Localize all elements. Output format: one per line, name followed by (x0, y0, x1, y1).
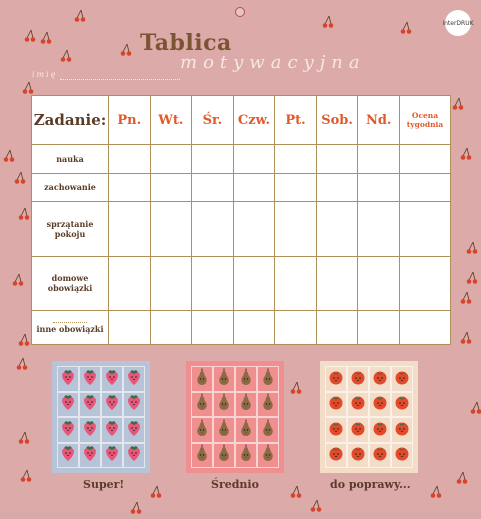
header-row (32, 96, 451, 145)
cherry-icon (18, 430, 30, 449)
table-cell[interactable] (192, 311, 234, 345)
cherry-icon (456, 470, 468, 489)
table-cell[interactable] (150, 256, 192, 311)
sticker-cell[interactable] (101, 392, 123, 418)
sticker-cell[interactable] (79, 417, 101, 443)
cherry-icon (322, 14, 334, 33)
pear-icon (239, 444, 253, 466)
name-label: imię (32, 70, 58, 79)
table-cell[interactable] (192, 173, 234, 202)
table-cell[interactable] (233, 256, 275, 311)
sticker-cell[interactable] (213, 366, 235, 392)
pear-icon (261, 444, 275, 466)
tomato-icon (394, 445, 410, 465)
sticker-cell[interactable] (369, 366, 391, 392)
strawberry-icon (60, 419, 76, 441)
sticker-cell[interactable] (191, 392, 213, 418)
sticker-cell[interactable] (235, 443, 257, 469)
brand-logo (442, 10, 474, 36)
cherry-icon (400, 20, 412, 39)
table-cell[interactable] (192, 202, 234, 257)
cherry-icon (310, 498, 322, 517)
sticker-cell[interactable] (235, 392, 257, 418)
sticker-cell[interactable] (257, 392, 279, 418)
sticker-cell[interactable] (325, 417, 347, 443)
table-cell[interactable] (316, 173, 358, 202)
tomato-icon (328, 394, 344, 414)
sticker-cell[interactable] (325, 366, 347, 392)
sticker-label-improve: do poprawy... (330, 478, 411, 491)
strawberry-icon (126, 393, 142, 415)
table-cell[interactable] (233, 145, 275, 174)
sticker-cell[interactable] (391, 392, 413, 418)
cherry-icon (14, 170, 26, 189)
table-row (32, 256, 451, 311)
sticker-sheet-average (186, 361, 284, 473)
name-field[interactable] (60, 79, 180, 80)
table-cell[interactable] (358, 202, 400, 257)
sticker-cell[interactable] (123, 443, 145, 469)
pear-icon (261, 419, 275, 441)
strawberry-icon (82, 368, 98, 390)
table-cell[interactable] (275, 173, 317, 202)
pear-icon (261, 393, 275, 415)
hanging-hole (235, 7, 245, 17)
pear-icon (195, 368, 209, 390)
chart-table (31, 95, 451, 345)
pear-icon (239, 393, 253, 415)
table-cell[interactable] (109, 256, 151, 311)
strawberry-icon (126, 444, 142, 466)
tomato-icon (350, 445, 366, 465)
sticker-grid (191, 366, 279, 468)
cherry-icon (290, 380, 302, 399)
strawberry-icon (82, 419, 98, 441)
tomato-icon (350, 394, 366, 414)
table-cell[interactable] (400, 256, 451, 311)
day-header-sat: Sob. (316, 96, 358, 145)
cherry-icon (466, 240, 478, 259)
table-cell[interactable] (150, 173, 192, 202)
table-cell[interactable] (400, 173, 451, 202)
sticker-cell[interactable] (101, 417, 123, 443)
sticker-cell[interactable] (347, 392, 369, 418)
pear-icon (217, 393, 231, 415)
sticker-cell[interactable] (79, 443, 101, 469)
table-row (32, 145, 451, 174)
tomato-icon (394, 420, 410, 440)
table-cell[interactable] (400, 311, 451, 345)
table-cell[interactable] (192, 256, 234, 311)
sticker-sheet-super (52, 361, 150, 473)
day-header-sun: Nd. (358, 96, 400, 145)
task-label: sprzątanie pokoju (32, 202, 109, 257)
sticker-cell[interactable] (325, 443, 347, 469)
sticker-cell[interactable] (213, 443, 235, 469)
pear-icon (195, 393, 209, 415)
sticker-cell[interactable] (347, 417, 369, 443)
sticker-cell[interactable] (391, 443, 413, 469)
sticker-cell[interactable] (369, 443, 391, 469)
strawberry-icon (60, 444, 76, 466)
tomato-icon (372, 445, 388, 465)
sticker-cell[interactable] (235, 366, 257, 392)
cherry-icon (16, 356, 28, 375)
table-row (32, 202, 451, 257)
page-subtitle: motywacyjna (180, 52, 366, 73)
cherry-icon (24, 28, 36, 47)
strawberry-icon (82, 444, 98, 466)
sticker-cell[interactable] (191, 443, 213, 469)
strawberry-icon (104, 368, 120, 390)
sticker-cell[interactable] (123, 392, 145, 418)
sticker-cell[interactable] (79, 366, 101, 392)
pear-icon (195, 419, 209, 441)
table-cell[interactable] (150, 202, 192, 257)
pear-icon (195, 444, 209, 466)
table-cell[interactable] (109, 311, 151, 345)
task-header: Zadanie: (32, 96, 109, 145)
table-row (32, 173, 451, 202)
brand-logo-text: interDRUK (442, 19, 474, 27)
strawberry-icon (104, 393, 120, 415)
table-cell[interactable] (233, 173, 275, 202)
table-cell[interactable] (275, 311, 317, 345)
pear-icon (261, 368, 275, 390)
cherry-icon (430, 484, 442, 503)
day-header-mon: Pn. (109, 96, 151, 145)
sticker-cell[interactable] (101, 443, 123, 469)
table-cell[interactable] (316, 311, 358, 345)
sticker-cell[interactable] (123, 366, 145, 392)
sticker-cell[interactable] (213, 392, 235, 418)
tomato-icon (372, 420, 388, 440)
cherry-icon (130, 500, 142, 519)
sticker-cell[interactable] (369, 417, 391, 443)
sticker-cell[interactable] (391, 417, 413, 443)
tomato-icon (372, 394, 388, 414)
task-label: nauka (32, 145, 109, 174)
sticker-cell[interactable] (57, 417, 79, 443)
sticker-cell[interactable] (123, 417, 145, 443)
sticker-cell[interactable] (347, 443, 369, 469)
task-label: zachowanie (32, 173, 109, 202)
day-header-wed: Śr. (192, 96, 234, 145)
table-cell[interactable] (109, 202, 151, 257)
pear-icon (217, 368, 231, 390)
sticker-cell[interactable] (57, 392, 79, 418)
sticker-grid (57, 366, 145, 468)
cherry-icon (20, 468, 32, 487)
cherry-icon (150, 484, 162, 503)
table-cell[interactable] (275, 202, 317, 257)
pear-icon (239, 419, 253, 441)
cherry-icon (460, 290, 472, 309)
cherry-icon (466, 270, 478, 289)
sticker-cell[interactable] (257, 443, 279, 469)
cherry-icon (3, 148, 15, 167)
table-cell[interactable] (316, 256, 358, 311)
strawberry-icon (126, 419, 142, 441)
sticker-cell[interactable] (57, 443, 79, 469)
table-cell[interactable] (150, 145, 192, 174)
strawberry-icon (60, 393, 76, 415)
sticker-label-super: Super! (83, 478, 125, 491)
cherry-icon (12, 272, 24, 291)
strawberry-icon (60, 368, 76, 390)
tomato-icon (328, 445, 344, 465)
tomato-icon (372, 369, 388, 389)
sticker-cell[interactable] (191, 417, 213, 443)
task-label: domowe obowiązki (32, 256, 109, 311)
cherry-icon (40, 30, 52, 49)
sticker-cell[interactable] (257, 417, 279, 443)
tomato-icon (394, 394, 410, 414)
sticker-grid (325, 366, 413, 468)
cherry-icon (18, 206, 30, 225)
table-cell[interactable] (192, 145, 234, 174)
strawberry-icon (104, 444, 120, 466)
pear-icon (217, 444, 231, 466)
sticker-label-average: Średnio (211, 478, 259, 491)
table-cell[interactable] (316, 202, 358, 257)
sticker-sheet-improve (320, 361, 418, 473)
cherry-icon (120, 42, 132, 61)
cherry-icon (74, 8, 86, 27)
write-line (53, 322, 87, 323)
table-cell[interactable] (358, 145, 400, 174)
tomato-icon (394, 369, 410, 389)
sticker-cell[interactable] (391, 366, 413, 392)
sticker-cell[interactable] (235, 417, 257, 443)
table-cell[interactable] (109, 173, 151, 202)
cherry-icon (460, 146, 472, 165)
page-title: Tablica (140, 30, 232, 56)
table-cell[interactable] (400, 202, 451, 257)
strawberry-icon (104, 419, 120, 441)
table-cell[interactable] (275, 256, 317, 311)
day-header-thu: Czw. (233, 96, 275, 145)
cherry-icon (460, 330, 472, 349)
pear-icon (239, 368, 253, 390)
tomato-icon (328, 420, 344, 440)
table-cell[interactable] (150, 311, 192, 345)
strawberry-icon (82, 393, 98, 415)
day-header-tue: Wt. (150, 96, 192, 145)
table-cell[interactable] (316, 145, 358, 174)
strawberry-icon (126, 368, 142, 390)
cherry-icon (60, 48, 72, 67)
table-cell[interactable] (275, 145, 317, 174)
sticker-cell[interactable] (213, 417, 235, 443)
sticker-cell[interactable] (325, 392, 347, 418)
tomato-icon (350, 369, 366, 389)
tomato-icon (350, 420, 366, 440)
sticker-cell[interactable] (257, 366, 279, 392)
cherry-icon (22, 80, 34, 99)
table-cell[interactable] (358, 173, 400, 202)
table-cell[interactable] (233, 202, 275, 257)
rating-header: Ocena tygodnia (400, 96, 451, 145)
sticker-cell[interactable] (101, 366, 123, 392)
table-cell[interactable] (358, 311, 400, 345)
cherry-icon (452, 96, 464, 115)
table-cell[interactable] (109, 145, 151, 174)
cherry-icon (290, 484, 302, 503)
day-header-fri: Pt. (275, 96, 317, 145)
tomato-icon (328, 369, 344, 389)
table-cell[interactable] (400, 145, 451, 174)
sticker-cell[interactable] (191, 366, 213, 392)
table-cell[interactable] (358, 256, 400, 311)
sticker-cell[interactable] (57, 366, 79, 392)
table-cell[interactable] (233, 311, 275, 345)
sticker-cell[interactable] (369, 392, 391, 418)
task-label-custom[interactable] (32, 311, 109, 345)
task-label-text: inne obowiązki (36, 323, 104, 334)
sticker-cell[interactable] (347, 366, 369, 392)
sticker-cell[interactable] (79, 392, 101, 418)
pear-icon (217, 419, 231, 441)
table-row (32, 311, 451, 345)
cherry-icon (18, 332, 30, 351)
cherry-icon (470, 400, 481, 419)
